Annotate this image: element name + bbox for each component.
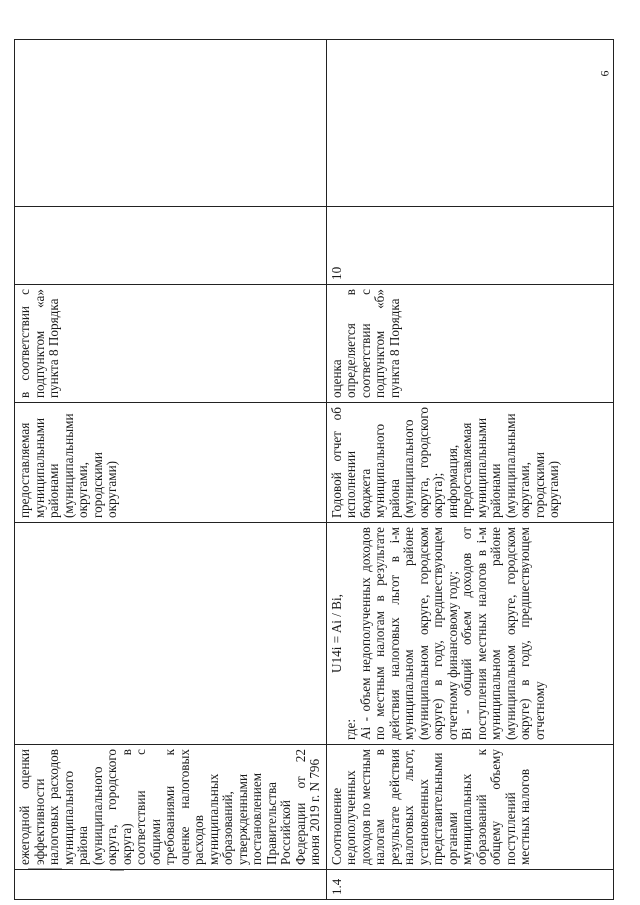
method-cell [15,285,327,403]
note-cell [15,40,327,207]
b-definition: Bi - общий объем доходов от поступления местных налогов в i-м муниципальном районе (муниципальном округе, городском округе) в году, предшествующем отчетному [459,527,547,740]
indicators-table [14,39,614,900]
source-cell [326,403,614,523]
indicator-name-text: ежегодной оценки эффективности налоговых расходов муниципального района (муниципального округа, городского округа) в соответствии с общими требованиями к оценке налоговых расходов муниципальных образований, утвержденными постановлением Правительства Российской Федерации от 22 июня 2019 г. N 796 [17,749,322,865]
indicator-name-text: Соотношение недополученных доходов по местным налогам в результате действия налоговых льгот, установленных представительными органами муниципальных образований к общему объему поступлений местных налогов [328,749,532,865]
row-number: 1.4 [328,878,344,895]
formula-cell [15,523,327,745]
method-text: оценка определяется в соответствии с подпунктом «б» пункта 8 Порядка [328,289,402,398]
indicator-name-cell [15,745,327,870]
source-cell [15,403,327,523]
note-cell [326,40,614,207]
method-cell [326,285,614,403]
source-text: Годовой отчет об исполнении бюджета муниципального района (муниципального округа, городского округа); информация, предоставляемая муниципальными районами (муниципальными округами, городскими округами) [328,407,561,518]
number-cell [15,870,327,900]
weight-value: 10 [328,266,344,280]
source-text: предоставляемая муниципальными районами (муниципальными округами, городскими округами) [17,413,119,518]
weight-cell [326,207,614,285]
where-label: где: [343,719,358,740]
page-number: 6 [597,70,612,77]
a-definition: Ai - объем недополученных доходов по местным налогам в результате действия налоговых льгот в i-м муниципальном районе (муниципальном округе, городском округе) в году, предшествующем отчетному финансовому году; [357,527,460,740]
indicator-name-cell [326,745,614,870]
row-number-cell [326,870,614,900]
table-row [326,40,614,900]
table-row [15,40,327,900]
weight-cell [15,207,327,285]
formula-text: U14i = Ai / Bi, [328,594,344,673]
rotated-page [14,40,614,900]
formula-cell [326,523,614,745]
method-text: в соответствии с подпунктом «а» пункта 8 Порядка [17,289,61,398]
